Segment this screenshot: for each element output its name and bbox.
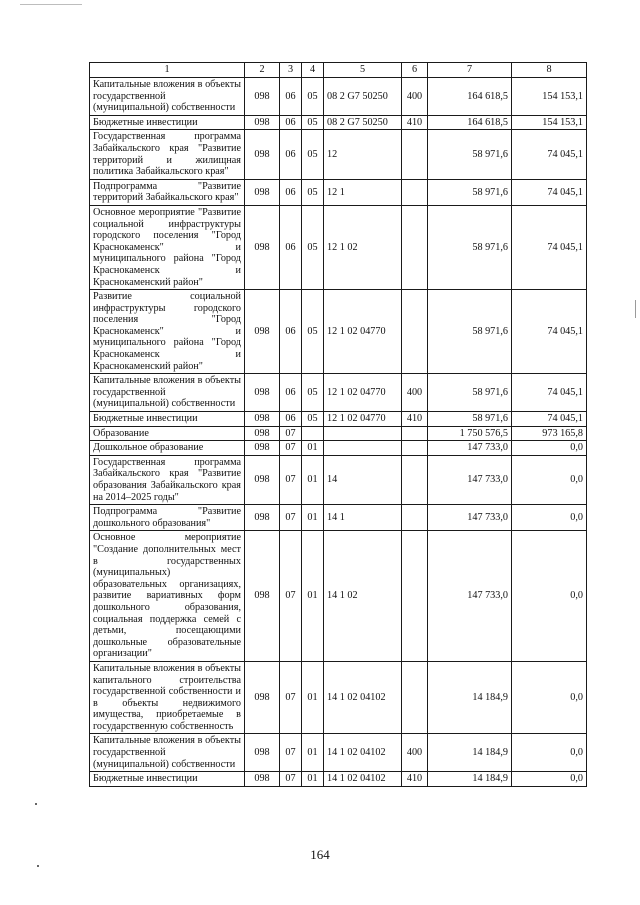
table-row [90, 115, 587, 130]
table-row [90, 505, 587, 531]
table-row [90, 374, 587, 412]
amount-year2-cell: 973 165,8 [512, 426, 587, 441]
section-code-cell: 07 [280, 772, 302, 787]
expense-type-cell [402, 531, 428, 662]
amount-year1-cell: 164 618,5 [428, 115, 512, 130]
expense-type-cell [402, 441, 428, 456]
subsection-code-cell: 01 [302, 455, 324, 504]
amount-year2-cell: 74 045,1 [512, 130, 587, 179]
amount-year2-cell: 74 045,1 [512, 374, 587, 412]
target-article-cell: 14 1 02 [324, 531, 402, 662]
subsection-code-cell [302, 426, 324, 441]
target-article-cell: 12 [324, 130, 402, 179]
expense-type-cell [402, 455, 428, 504]
expense-type-cell: 400 [402, 374, 428, 412]
row-name-cell: Развитие социальной инфраструктуры городского поселения "Город Краснокаменск" и муниципального района "Город Краснокаменск и Краснокаменский район" [90, 290, 245, 374]
admin-code-cell: 098 [245, 290, 280, 374]
scan-artifact-line [60, 4, 82, 5]
column-header: 5 [324, 63, 402, 78]
section-code-cell: 07 [280, 426, 302, 441]
expense-type-cell: 400 [402, 78, 428, 116]
amount-year2-cell: 154 153,1 [512, 78, 587, 116]
admin-code-cell: 098 [245, 205, 280, 289]
expense-type-cell: 410 [402, 772, 428, 787]
amount-year2-cell: 0,0 [512, 661, 587, 734]
expense-type-cell: 410 [402, 412, 428, 427]
target-article-cell: 08 2 G7 50250 [324, 115, 402, 130]
row-name-cell: Подпрограмма "Развитие территорий Забайкальского края" [90, 179, 245, 205]
amount-year1-cell: 58 971,6 [428, 412, 512, 427]
expense-type-cell [402, 179, 428, 205]
admin-code-cell: 098 [245, 426, 280, 441]
admin-code-cell: 098 [245, 772, 280, 787]
subsection-code-cell: 01 [302, 505, 324, 531]
row-name-cell: Подпрограмма "Развитие дошкольного образования" [90, 505, 245, 531]
amount-year1-cell: 58 971,6 [428, 179, 512, 205]
target-article-cell: 12 1 02 04770 [324, 412, 402, 427]
admin-code-cell: 098 [245, 179, 280, 205]
amount-year2-cell: 0,0 [512, 505, 587, 531]
table-row [90, 290, 587, 374]
scan-artifact-dot [37, 865, 39, 867]
row-name-cell: Капитальные вложения в объекты государственной (муниципальной) собственности [90, 78, 245, 116]
section-code-cell: 06 [280, 78, 302, 116]
budget-table [89, 62, 587, 787]
table-row [90, 531, 587, 662]
subsection-code-cell: 01 [302, 661, 324, 734]
column-header: 1 [90, 63, 245, 78]
page-number: 164 [310, 847, 330, 862]
target-article-cell: 14 1 02 04102 [324, 772, 402, 787]
admin-code-cell: 098 [245, 78, 280, 116]
amount-year2-cell: 0,0 [512, 455, 587, 504]
subsection-code-cell: 05 [302, 179, 324, 205]
admin-code-cell: 098 [245, 505, 280, 531]
target-article-cell: 14 1 02 04102 [324, 661, 402, 734]
table-header-row [90, 63, 587, 78]
expense-type-cell [402, 505, 428, 531]
section-code-cell: 06 [280, 374, 302, 412]
admin-code-cell: 098 [245, 374, 280, 412]
section-code-cell: 06 [280, 130, 302, 179]
subsection-code-cell: 01 [302, 734, 324, 772]
amount-year1-cell: 14 184,9 [428, 734, 512, 772]
expense-type-cell: 410 [402, 115, 428, 130]
subsection-code-cell: 05 [302, 374, 324, 412]
amount-year1-cell: 147 733,0 [428, 441, 512, 456]
amount-year2-cell: 0,0 [512, 531, 587, 662]
table-row [90, 455, 587, 504]
target-article-cell: 14 1 02 04102 [324, 734, 402, 772]
expense-type-cell [402, 661, 428, 734]
table-row [90, 412, 587, 427]
amount-year2-cell: 74 045,1 [512, 290, 587, 374]
amount-year2-cell: 154 153,1 [512, 115, 587, 130]
admin-code-cell: 098 [245, 441, 280, 456]
target-article-cell [324, 441, 402, 456]
scan-artifact-dot [35, 803, 37, 805]
amount-year1-cell: 147 733,0 [428, 531, 512, 662]
table-row [90, 78, 587, 116]
target-article-cell: 12 1 02 04770 [324, 374, 402, 412]
table-row [90, 661, 587, 734]
subsection-code-cell: 05 [302, 205, 324, 289]
table-row [90, 179, 587, 205]
target-article-cell: 14 [324, 455, 402, 504]
target-article-cell: 08 2 G7 50250 [324, 78, 402, 116]
admin-code-cell: 098 [245, 412, 280, 427]
column-header: 7 [428, 63, 512, 78]
section-code-cell: 07 [280, 505, 302, 531]
section-code-cell: 07 [280, 441, 302, 456]
amount-year2-cell: 74 045,1 [512, 412, 587, 427]
section-code-cell: 07 [280, 734, 302, 772]
table-row [90, 426, 587, 441]
column-header: 2 [245, 63, 280, 78]
section-code-cell: 06 [280, 115, 302, 130]
target-article-cell: 12 1 [324, 179, 402, 205]
subsection-code-cell: 05 [302, 78, 324, 116]
section-code-cell: 06 [280, 290, 302, 374]
target-article-cell: 12 1 02 04770 [324, 290, 402, 374]
section-code-cell: 07 [280, 455, 302, 504]
row-name-cell: Бюджетные инвестиции [90, 115, 245, 130]
scan-artifact-mark [635, 300, 636, 318]
amount-year1-cell: 58 971,6 [428, 130, 512, 179]
table-row [90, 772, 587, 787]
target-article-cell: 12 1 02 [324, 205, 402, 289]
admin-code-cell: 098 [245, 115, 280, 130]
expense-type-cell [402, 205, 428, 289]
subsection-code-cell: 05 [302, 130, 324, 179]
table-row [90, 130, 587, 179]
row-name-cell: Основное мероприятие "Развитие социальной инфраструктуры городского поселения "Город Краснокаменск" и муниципального района "Город Краснокаменск и Краснокаменский район" [90, 205, 245, 289]
row-name-cell: Бюджетные инвестиции [90, 412, 245, 427]
amount-year2-cell: 0,0 [512, 772, 587, 787]
admin-code-cell: 098 [245, 455, 280, 504]
row-name-cell: Бюджетные инвестиции [90, 772, 245, 787]
admin-code-cell: 098 [245, 130, 280, 179]
expense-type-cell [402, 290, 428, 374]
subsection-code-cell: 01 [302, 772, 324, 787]
row-name-cell: Капитальные вложения в объекты государственной (муниципальной) собственности [90, 374, 245, 412]
amount-year1-cell: 164 618,5 [428, 78, 512, 116]
section-code-cell: 06 [280, 179, 302, 205]
amount-year2-cell: 0,0 [512, 441, 587, 456]
row-name-cell: Государственная программа Забайкальского края "Развитие территорий и жилищная политика Забайкальского края" [90, 130, 245, 179]
subsection-code-cell: 05 [302, 115, 324, 130]
section-code-cell: 06 [280, 205, 302, 289]
amount-year1-cell: 14 184,9 [428, 772, 512, 787]
amount-year1-cell: 58 971,6 [428, 374, 512, 412]
section-code-cell: 06 [280, 412, 302, 427]
column-header: 4 [302, 63, 324, 78]
section-code-cell: 07 [280, 661, 302, 734]
amount-year2-cell: 0,0 [512, 734, 587, 772]
table-row [90, 734, 587, 772]
amount-year1-cell: 147 733,0 [428, 455, 512, 504]
admin-code-cell: 098 [245, 531, 280, 662]
admin-code-cell: 098 [245, 661, 280, 734]
amount-year1-cell: 147 733,0 [428, 505, 512, 531]
row-name-cell: Капитальные вложения в объекты капитального строительства государственной собственности и в объекты недвижимого имущества, приобретаемые в государственную собственность [90, 661, 245, 734]
column-header: 3 [280, 63, 302, 78]
table-row [90, 441, 587, 456]
admin-code-cell: 098 [245, 734, 280, 772]
subsection-code-cell: 01 [302, 531, 324, 662]
row-name-cell: Государственная программа Забайкальского края "Развитие образования Забайкальского края на 2014–2025 годы" [90, 455, 245, 504]
subsection-code-cell: 01 [302, 441, 324, 456]
amount-year1-cell: 58 971,6 [428, 205, 512, 289]
row-name-cell: Капитальные вложения в объекты государственной (муниципальной) собственности [90, 734, 245, 772]
amount-year1-cell: 58 971,6 [428, 290, 512, 374]
row-name-cell: Основное мероприятие "Создание дополнительных мест в государственных (муниципальных) образовательных организациях, развитие вариативных форм дошкольного образования, социальная поддержка семей с детьми, посещающими дошкольные образовательные организации" [90, 531, 245, 662]
subsection-code-cell: 05 [302, 412, 324, 427]
column-header: 8 [512, 63, 587, 78]
amount-year2-cell: 74 045,1 [512, 179, 587, 205]
table-row [90, 205, 587, 289]
expense-type-cell [402, 130, 428, 179]
expense-type-cell [402, 426, 428, 441]
amount-year1-cell: 14 184,9 [428, 661, 512, 734]
column-header: 6 [402, 63, 428, 78]
expense-type-cell: 400 [402, 734, 428, 772]
target-article-cell: 14 1 [324, 505, 402, 531]
amount-year1-cell: 1 750 576,5 [428, 426, 512, 441]
amount-year2-cell: 74 045,1 [512, 205, 587, 289]
row-name-cell: Образование [90, 426, 245, 441]
row-name-cell: Дошкольное образование [90, 441, 245, 456]
section-code-cell: 07 [280, 531, 302, 662]
target-article-cell [324, 426, 402, 441]
subsection-code-cell: 05 [302, 290, 324, 374]
